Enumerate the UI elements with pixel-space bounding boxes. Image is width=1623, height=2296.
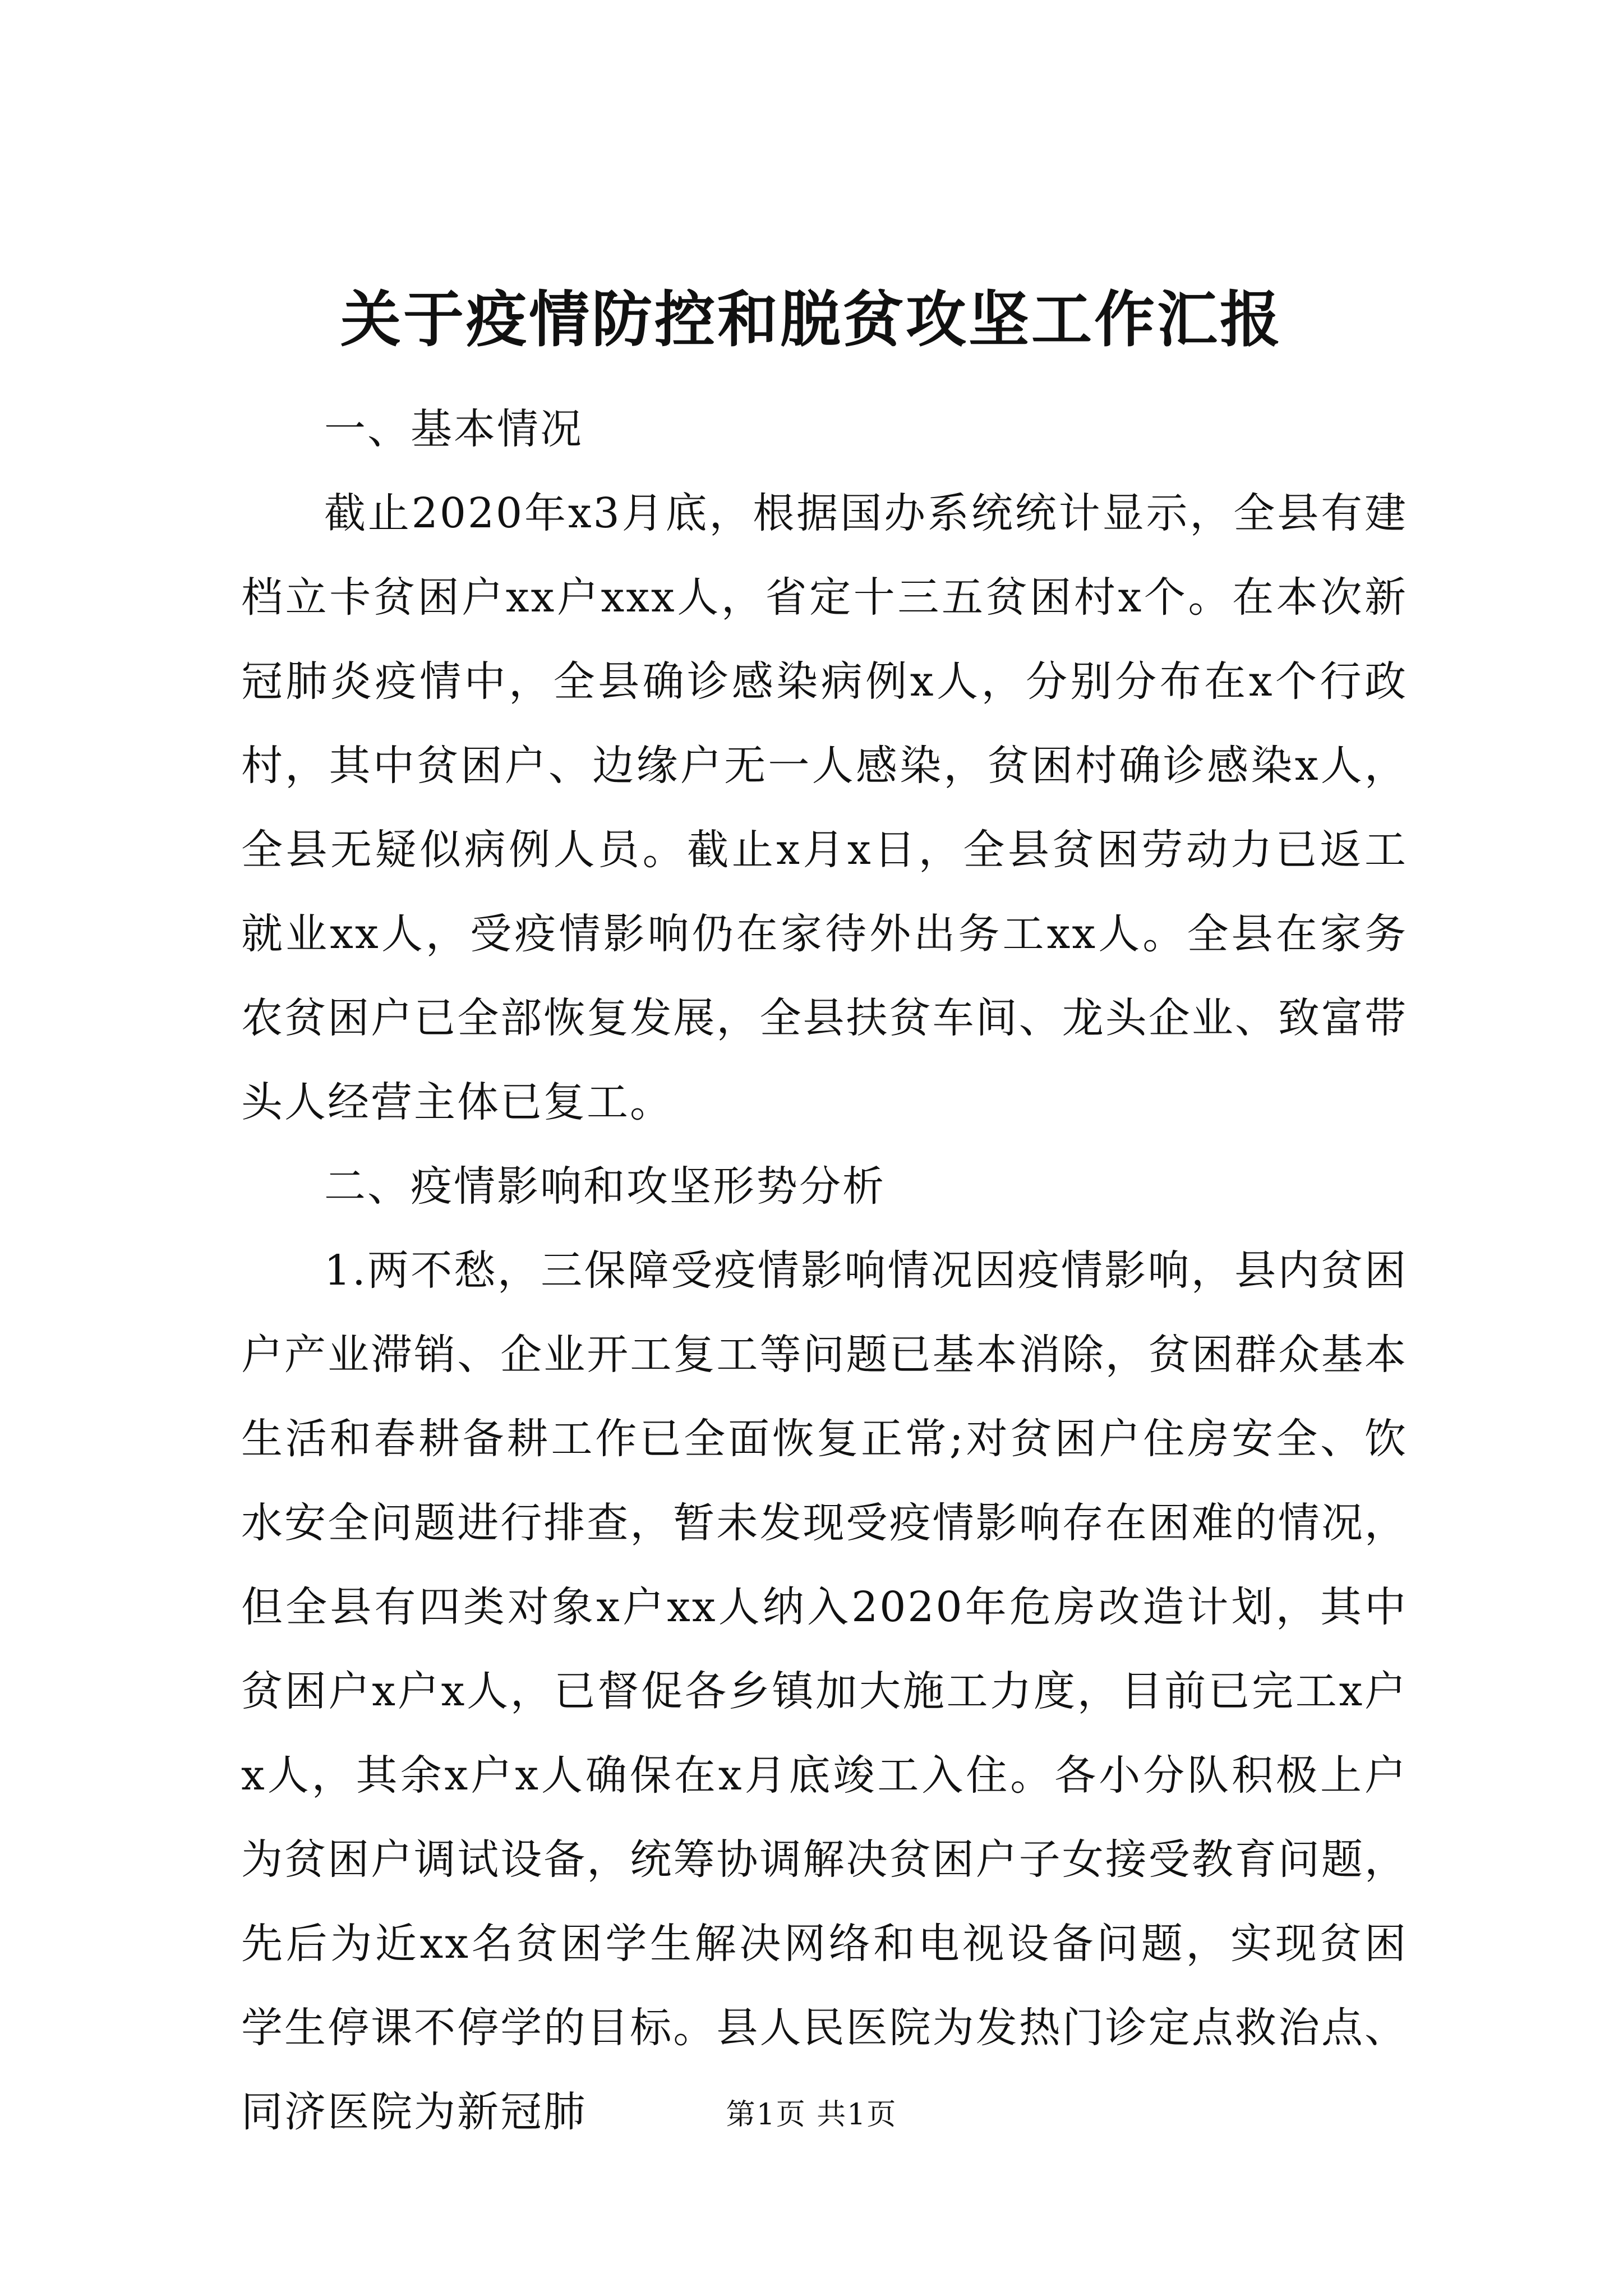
page-footer xyxy=(0,2092,1623,2137)
document-body xyxy=(241,387,1408,2154)
paragraph-impact-analysis: 1.两不愁，三保障受疫情影响情况因疫情影响，县内贫困户产业滞销、企业开工复工等问题已基本消除，贫困群众基本生活和春耕备耕工作已全面恢复正常;对贫困户住房安全、饮水安全问题进行排查，暂未发现受疫情影响存在困难的情况，但全县有四类对象x户xx人纳入2020年危房改造计划，其中贫困户x户x人，已督促各乡镇加大施工力度，目前已完工x户x人，其余x户x人确保在x月底竣工入住。各小分队积极上户为贫困户调试设备，统筹协调解决贫困户子女接受教育问题，先后为近xx名贫困学生解决网络和电视设备问题，实现贫困学生停课不停学的目标。县人民医院为发热门诊定点救治点、同济医院为新冠肺 xyxy=(241,1246,1408,2136)
page-number: 第1页 共1页 xyxy=(726,2098,897,2132)
section-heading-impact-analysis: 二、疫情影响和攻坚形势分析 xyxy=(324,1162,886,1211)
section-heading-basic-situation: 一、基本情况 xyxy=(324,405,583,453)
document-title: 关于疫情防控和脱贫攻坚工作汇报 xyxy=(340,284,1283,355)
paragraph-basic-situation: 截止2020年x3月底，根据国办系统统计显示，全县有建档立卡贫困户xx户xxx人，省定十三五贫困村x个。在本次新冠肺炎疫情中，全县确诊感染病例x人，分别分布在x个行政村，其中贫困户、边缘户无一人感染，贫困村确诊感染x人，全县无疑似病例人员。截止x月x日，全县贫困劳动力已返工就业xx人，受疫情影响仍在家待外出务工xx人。全县在家务农贫困户已全部恢复发展，全县扶贫车间、龙头企业、致富带头人经营主体已复工。 xyxy=(241,489,1408,1126)
